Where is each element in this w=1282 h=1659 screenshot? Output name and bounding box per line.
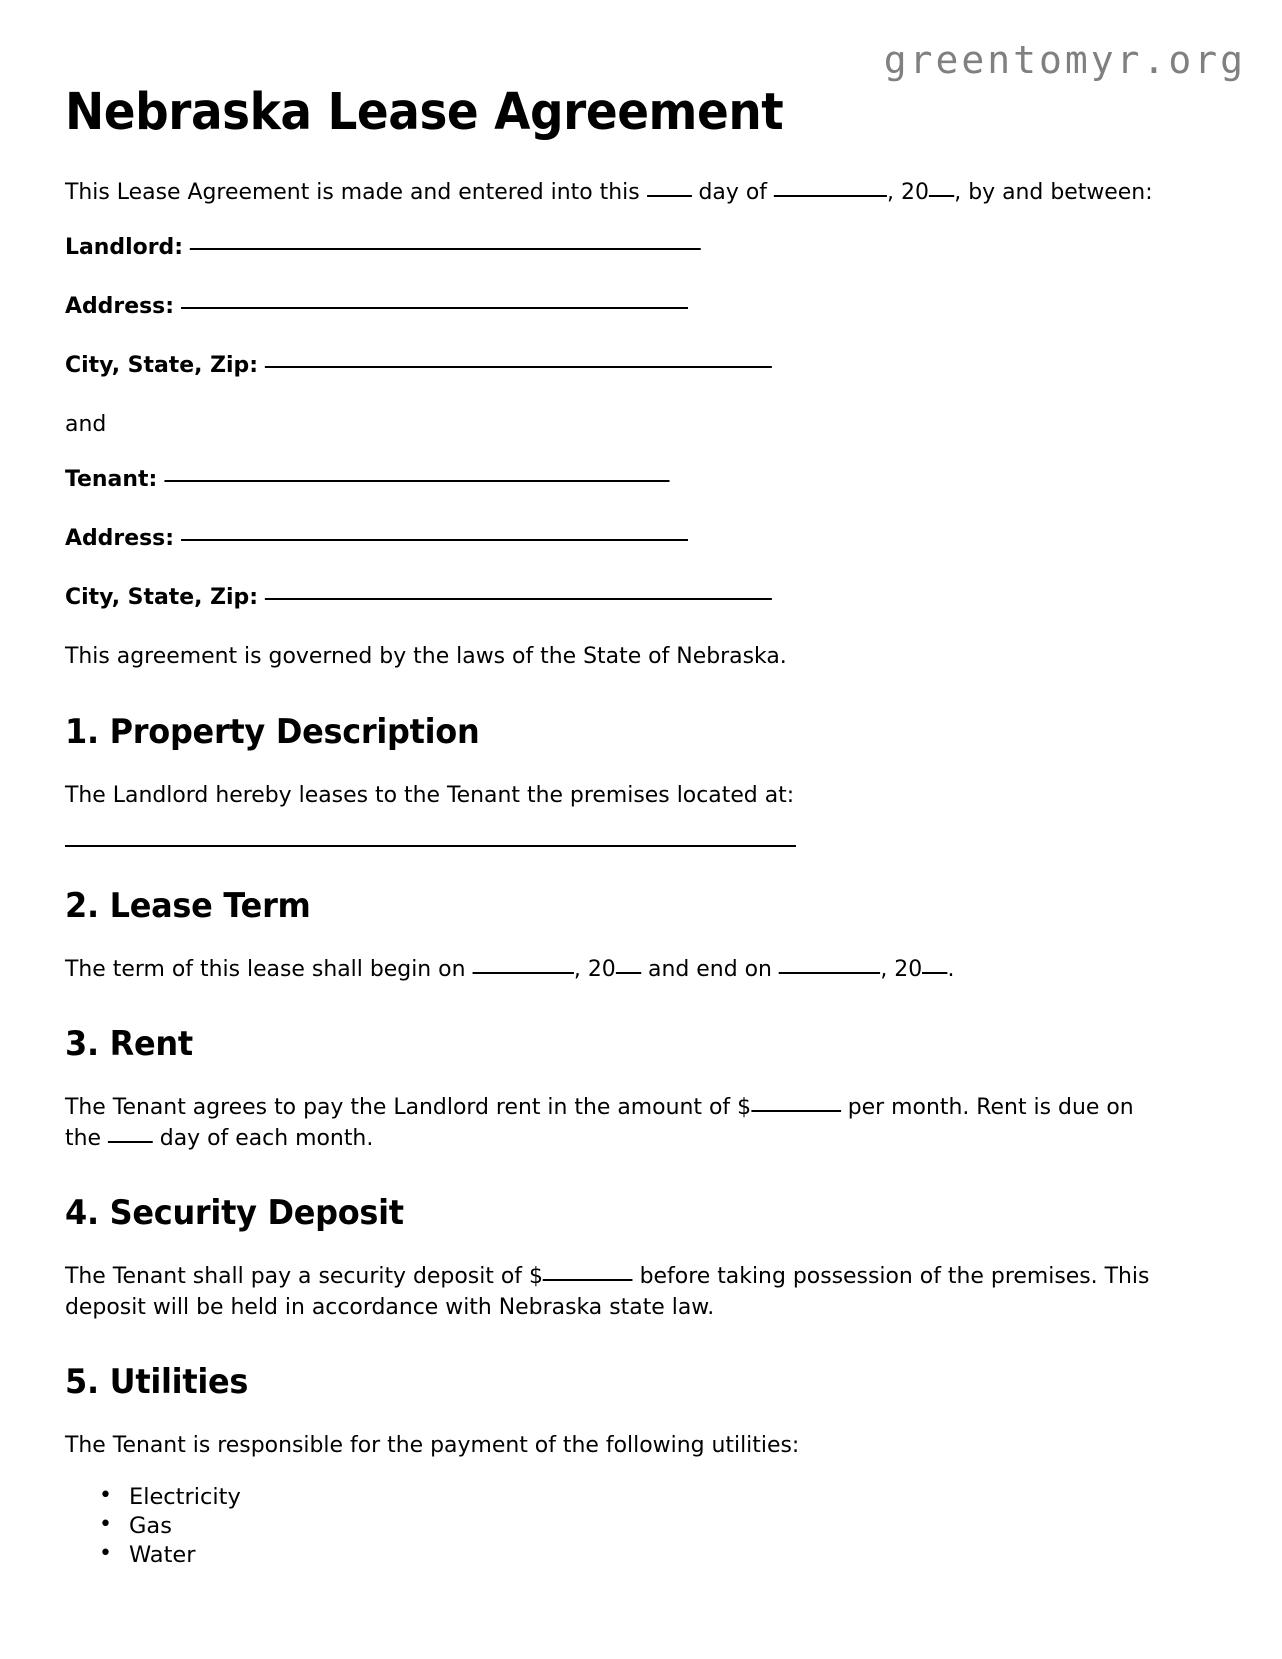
rent-text-3: day of each month. [152,1124,374,1151]
intro-text-3: , 20 [887,179,929,206]
tenant-label: Tenant: [65,466,158,493]
lease-term-text-2: , 20 [573,955,616,982]
intro-month-blank [774,195,887,197]
rent-text-1: The Tenant agrees to pay the Landlord rent in the amount of $ [65,1093,752,1120]
tenant-address-blank [181,539,688,541]
lease-end-blank [779,972,880,974]
security-deposit-amount-blank [543,1279,633,1281]
section-heading-rent: 3. Rent [65,1023,193,1064]
rent-text [65,1092,1159,1154]
lease-term-text-4: , 20 [880,955,923,982]
list-item: • Electricity [99,1483,1187,1512]
governing-law-paragraph: This agreement is governed by the laws of the State of Nebraska. [65,643,787,670]
rent-due-day-blank [108,1141,153,1143]
landlord-city-field [65,350,1159,381]
tenant-blank [164,480,669,482]
lease-end-year-blank [922,972,947,974]
landlord-blank [190,248,701,250]
rent-text-2: per month. Rent is due on the [65,1093,1134,1151]
intro-text-2: day of [691,179,774,206]
document-body [65,84,1187,1570]
landlord-city-label: City, State, Zip: [65,352,259,379]
security-deposit-text-2: before taking possession of the premises. This deposit will be held in accordance with Nebraska state law. [65,1263,1150,1321]
lease-begin-blank [472,972,573,974]
landlord-field [65,232,1159,263]
section-heading-security-deposit: 4. Security Deposit [65,1193,404,1233]
landlord-city-blank [265,366,772,368]
intro-text-4: , by and between: [954,179,1153,206]
intro-text-1: This Lease Agreement is made and entered into this [65,179,647,206]
rent-amount-blank [751,1110,841,1112]
lease-term-text-5: . [947,955,955,982]
security-deposit-text-1: The Tenant shall pay a security deposit of $ [65,1263,543,1290]
page-title: Nebraska Lease Agreement [65,83,784,142]
lease-begin-year-blank [616,972,641,974]
property-description-text: The Landlord hereby leases to the Tenant the premises located at: [65,781,795,808]
property-address-blank [65,845,796,847]
landlord-address-field [65,291,1159,322]
lease-term-text-1: The term of this lease shall begin on [65,955,473,982]
parties-conjunction: and [65,411,107,438]
landlord-label: Landlord: [65,234,183,261]
intro-paragraph [65,177,1159,208]
landlord-address-blank [181,307,688,309]
section-heading-utilities: 5. Utilities [65,1362,249,1403]
lease-term-text [65,954,1159,985]
utilities-text: The Tenant is responsible for the payment of the following utilities: [65,1432,800,1459]
security-deposit-text [65,1261,1159,1323]
tenant-address-field [65,523,1159,554]
tenant-city-field [65,582,1159,613]
intro-day-blank [647,195,692,197]
tenant-address-label: Address: [65,525,174,552]
site-watermark: greentomyr.org [883,38,1246,82]
list-item: • Water [99,1541,1187,1570]
tenant-field [65,464,1159,495]
intro-year-blank [929,195,954,197]
list-item: • Gas [99,1512,1187,1541]
tenant-city-label: City, State, Zip: [65,584,259,611]
section-heading-property-description: 1. Property Description [65,711,480,752]
landlord-address-label: Address: [65,293,174,320]
utilities-list [65,1483,1187,1569]
section-heading-lease-term: 2. Lease Term [65,885,311,926]
lease-term-text-3: and end on [641,955,779,982]
tenant-city-blank [265,598,772,600]
